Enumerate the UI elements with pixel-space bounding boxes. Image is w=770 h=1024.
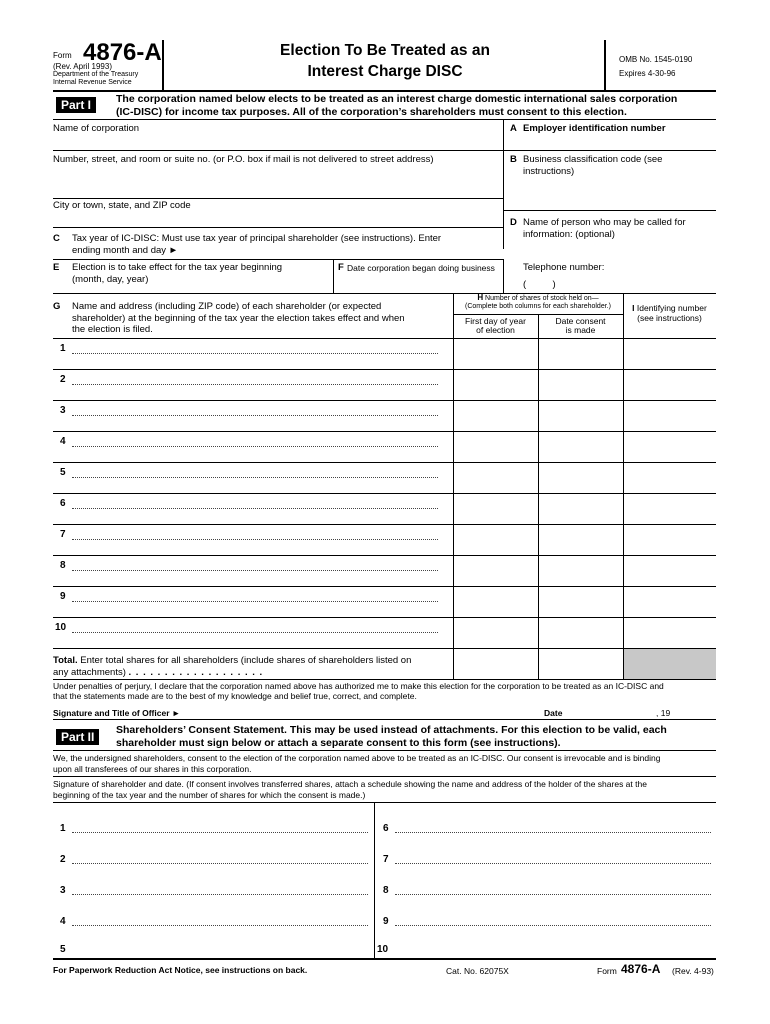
shareholder-label [72, 301, 405, 336]
department: Department of the Treasury [53, 71, 139, 78]
footer-rule [53, 958, 716, 960]
officer-signature-field[interactable] [200, 703, 520, 717]
h-col2-header-line2: is made [565, 325, 596, 335]
agency: Internal Revenue Service [53, 79, 132, 86]
consent-signature-field[interactable] [395, 863, 711, 864]
business-code-label-line2: instructions) [523, 165, 575, 177]
part-1-intro-line2: (IC-DISC) for income tax purposes. All of the corporation’s shareholders must consent to this election. [116, 106, 627, 118]
form-title-line2: Interest Charge DISC [307, 63, 463, 80]
telephone-field[interactable]: ( ) [523, 279, 556, 290]
header-divider-left [162, 40, 164, 90]
total-bold: Total. [53, 655, 78, 666]
h-heading-line2: (Complete both columns for each shareholder.) [465, 303, 611, 310]
telephone-label: Telephone number: [523, 262, 605, 273]
consent-row-number: 8 [383, 885, 389, 896]
row-rule [53, 369, 716, 370]
rule-c-row [53, 259, 503, 260]
ein-field[interactable] [506, 135, 714, 149]
tax-year-field[interactable] [200, 245, 500, 257]
city-field[interactable] [53, 212, 503, 226]
paperwork-notice: For Paperwork Reduction Act Notice, see instructions on back. [53, 965, 308, 975]
shareholder-row-field[interactable] [72, 570, 438, 571]
rule-street-row [53, 198, 503, 199]
consent-signature-field[interactable] [72, 863, 368, 864]
total-label-line2: any attachments) [53, 666, 126, 678]
business-start-field[interactable] [336, 276, 502, 292]
consent-row-number: 2 [60, 854, 66, 865]
shareholder-row-number: 6 [60, 498, 66, 509]
contact-person-label-line1: Name of person who may be called for [523, 217, 686, 228]
shareholder-row-field[interactable] [72, 446, 438, 447]
consent-row-number: 9 [383, 916, 389, 927]
h-col-divider [538, 314, 539, 648]
consent-signature-field[interactable] [72, 832, 368, 833]
row-rule [53, 617, 716, 618]
row-rule [53, 586, 716, 587]
consent-signature-field[interactable] [72, 894, 368, 895]
form-title [220, 40, 550, 82]
h-heading [453, 294, 623, 311]
rule-city-row [53, 227, 503, 228]
shareholder-row-number: 2 [60, 374, 66, 385]
tax-year-label-line2: ending month and day ► [72, 244, 179, 256]
shareholder-row-number: 5 [60, 467, 66, 478]
part-2-rule [53, 750, 716, 751]
contact-person-label-line2: information: (optional) [523, 228, 615, 240]
header-rule [53, 90, 716, 92]
part-2-heading-line2: shareholder must sign below or attach a separate consent to this form (see instructions). [116, 737, 561, 749]
field-d-letter: D [510, 217, 517, 228]
shareholder-label-line2: shareholder) at the beginning of the tax year the election takes effect and when [72, 312, 405, 324]
signature-instructions-line1: Signature of shareholder and date. (If consent involves transferred shares, attach a schedule showing the name and address of the holder of the shares at the [53, 779, 647, 789]
catalog-number: Cat. No. 62075X [446, 966, 509, 976]
e-f-divider [333, 259, 334, 293]
perjury-statement-line1: Under penalties of perjury, I declare that the corporation named above has authorized me to make this election for the corporation to be treated as an IC-DISC and [53, 681, 664, 691]
row-rule [53, 493, 716, 494]
election-start-label-line1: Election is to take effect for the tax year beginning [72, 262, 283, 273]
consent-signature-field[interactable] [395, 942, 711, 956]
street-label: Number, street, and room or suite no. (or P.O. box if mail is not delivered to street address) [53, 154, 434, 165]
contact-person-label [523, 217, 686, 240]
field-f-letter: F [338, 262, 344, 273]
part-1-intro [116, 93, 677, 119]
consent-row-number: 10 [377, 944, 389, 955]
total-first-day-field[interactable] [455, 650, 536, 677]
row-rule [53, 431, 716, 432]
h-col1-header [453, 317, 538, 335]
shareholder-row-number: 1 [60, 343, 66, 354]
perjury-statement-line2: that the statements made are to the best of my knowledge and belief true, correct, and complete. [53, 691, 417, 701]
g-h-divider [453, 293, 454, 679]
rule-signature-instructions [53, 802, 716, 803]
part-2-label: Part II [56, 729, 99, 745]
h-heading-line1: Number of shares of stock held on— [485, 295, 599, 302]
i-heading-line1: Identifying number [636, 303, 707, 313]
consent-statement-line2: upon all transferees of our shares in this corporation. [53, 763, 252, 774]
rule-b-d [503, 210, 716, 211]
i-heading-line2: (see instructions) [637, 313, 702, 323]
business-code-field[interactable] [506, 180, 714, 198]
ein-label: Employer identification number [523, 123, 666, 134]
election-start-label-line2: (month, day, year) [72, 273, 149, 285]
consent-signature-field[interactable] [72, 942, 368, 956]
h-col2-header-line1: Date consent [555, 316, 606, 326]
corporation-name-field[interactable] [53, 135, 503, 149]
signature-instructions [53, 779, 647, 800]
consent-row-number: 5 [60, 944, 66, 955]
part-1-rule [53, 119, 716, 120]
shareholder-row-field[interactable] [72, 384, 438, 385]
footer-revision: (Rev. 4-93) [672, 966, 714, 976]
form-title-line1: Election To Be Treated as an [280, 42, 490, 59]
field-c-letter: C [53, 233, 60, 244]
shareholder-row-field[interactable] [72, 632, 438, 633]
tax-year-label-line1: Tax year of IC-DISC: Must use tax year of principal shareholder (see instructions). Enter [72, 233, 442, 244]
signature-date-field[interactable] [570, 703, 650, 717]
i-heading [623, 303, 716, 323]
part-2-heading [116, 724, 667, 750]
contact-person-field[interactable] [506, 242, 714, 258]
row-rule [53, 524, 716, 525]
total-col-divider [538, 648, 539, 679]
field-g-letter: G [53, 301, 61, 312]
rule-name-row [53, 150, 716, 151]
shareholder-row-field[interactable] [72, 539, 438, 540]
rule-consent [53, 776, 716, 777]
total-leader-dots: . . . . . . . . . . . . . . . . . . . [128, 666, 264, 678]
business-code-label [523, 154, 662, 177]
shareholder-row-number: 8 [60, 560, 66, 571]
business-start-label: Date corporation began doing business [347, 263, 495, 273]
part-1-intro-line1: The corporation named below elects to be treated as an interest charge domestic international sales corporation [116, 93, 678, 105]
year-label: , 19 [656, 708, 671, 718]
consent-statement [53, 753, 660, 774]
shareholder-row-number: 3 [60, 405, 66, 416]
footer-form-number: 4876-A [621, 962, 661, 976]
part-2-heading-line1: Shareholders’ Consent Statement. This may be used instead of attachments. For this election to be valid, each [116, 724, 667, 736]
f-tel-divider [503, 259, 504, 293]
row-rule [53, 400, 716, 401]
h-col1-header-line2: of election [476, 325, 515, 335]
total-label [53, 655, 411, 678]
consent-row-number: 7 [383, 854, 389, 865]
consent-signature-field[interactable] [395, 925, 711, 926]
shareholder-row-field[interactable] [72, 601, 438, 602]
shareholder-row-field[interactable] [72, 477, 438, 478]
city-label: City or town, state, and ZIP code [53, 200, 191, 211]
row-rule [53, 648, 716, 649]
row-rule [53, 555, 716, 556]
consent-signature-field[interactable] [395, 832, 711, 833]
field-i-letter: I [632, 303, 635, 313]
row-rule [53, 462, 716, 463]
shareholder-row-field[interactable] [72, 508, 438, 509]
part-1-label: Part I [56, 97, 96, 113]
business-code-label-line1: Business classification code (see [523, 154, 663, 165]
header-divider-right [604, 40, 606, 90]
consent-row-number: 4 [60, 916, 66, 927]
consent-signature-field[interactable] [72, 925, 368, 926]
field-h-letter: H [477, 293, 484, 302]
signature-instructions-line2: beginning of the tax year and the number of shares for which the consent is made.) [53, 789, 366, 800]
omb-number: OMB No. 1545-0190 [619, 55, 693, 64]
h-i-divider [623, 293, 624, 679]
rule-signature [53, 719, 716, 720]
right-column-divider [503, 119, 504, 249]
revision-date: (Rev. April 1993) [53, 62, 112, 71]
consent-column-divider [374, 802, 375, 959]
footer-form-word: Form [597, 966, 617, 976]
total-consent-date-field[interactable] [540, 650, 621, 677]
form-word: Form [53, 51, 72, 60]
rule-total-row [53, 679, 716, 680]
shareholder-row-number: 4 [60, 436, 66, 447]
shareholder-row-number: 7 [60, 529, 66, 540]
shareholder-label-line1: Name and address (including ZIP code) of each shareholder (or expected [72, 301, 382, 312]
consent-row-number: 1 [60, 823, 66, 834]
consent-statement-line1: We, the undersigned shareholders, consent to the election of the corporation named above to be treated as an IC-DISC. Our consent is irrevocable and is binding [53, 753, 661, 763]
h-col1-header-line1: First day of year [465, 316, 526, 326]
total-label-line1: Enter total shares for all shareholders (include shares of shareholders listed on [80, 655, 412, 666]
shareholder-row-number: 9 [60, 591, 66, 602]
shareholder-row-field[interactable] [72, 415, 438, 416]
consent-signature-field[interactable] [395, 894, 711, 895]
field-e-letter: E [53, 262, 60, 273]
election-start-label [72, 262, 282, 285]
officer-signature-label: Signature and Title of Officer ► [53, 708, 181, 718]
rule-header-row [53, 338, 716, 339]
form-number: 4876-A [83, 39, 162, 66]
date-label: Date [544, 708, 563, 718]
corporation-name-label: Name of corporation [53, 123, 140, 134]
h-col2-header [538, 317, 623, 335]
shareholder-row-field[interactable] [72, 353, 438, 354]
field-a-letter: A [510, 123, 517, 134]
consent-row-number: 3 [60, 885, 66, 896]
consent-row-number: 6 [383, 823, 389, 834]
shareholder-row-number: 10 [55, 622, 67, 633]
total-shaded-cell [624, 649, 716, 679]
election-start-field[interactable] [53, 286, 333, 292]
perjury-statement [53, 681, 664, 701]
field-b-letter: B [510, 154, 517, 165]
expiration-date: Expires 4-30-96 [619, 69, 676, 78]
street-field[interactable] [53, 168, 503, 194]
shareholder-label-line3: the election is filed. [72, 324, 153, 335]
